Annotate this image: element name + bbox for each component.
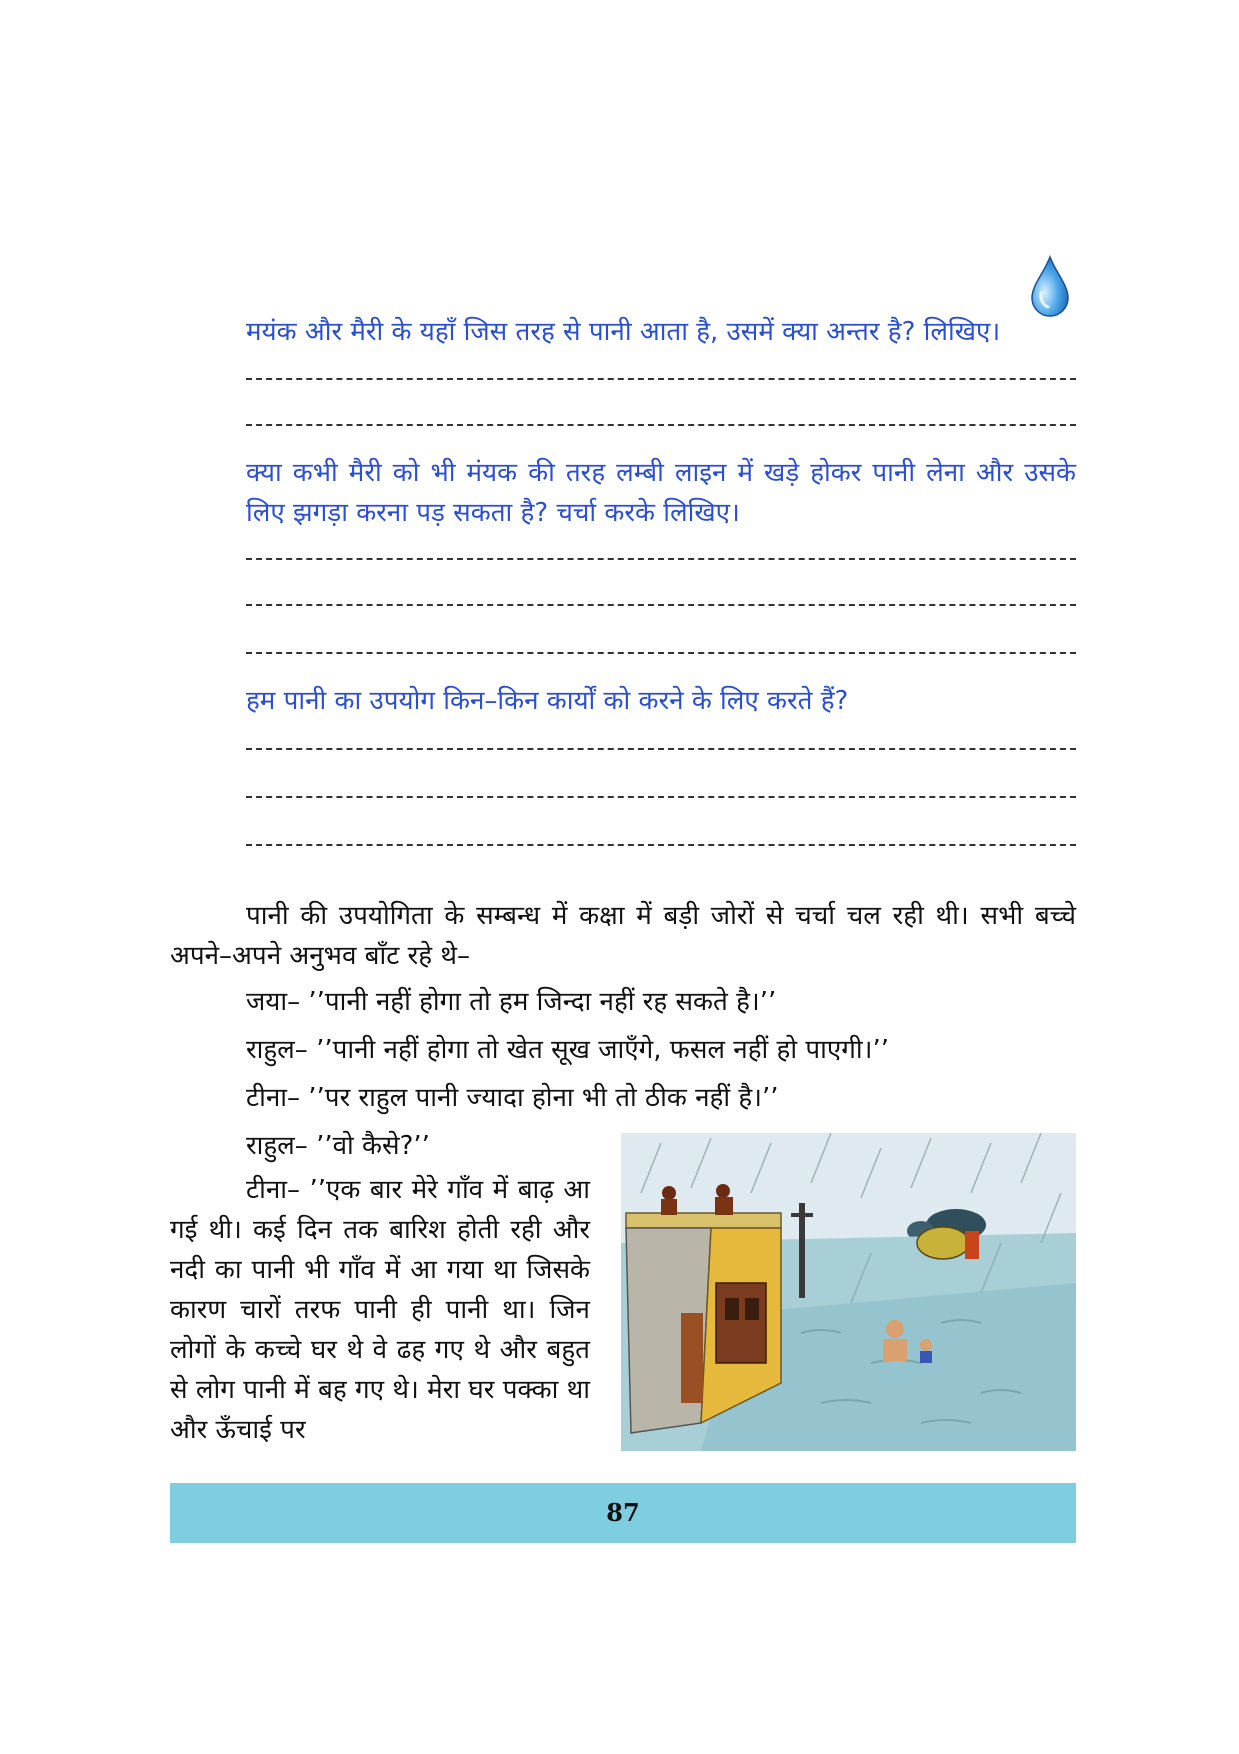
answer-line[interactable] — [246, 652, 1076, 654]
answer-line[interactable] — [246, 796, 1076, 798]
answer-line[interactable] — [246, 424, 1076, 426]
answer-line[interactable] — [246, 558, 1076, 560]
dialogue-line: राहुल– ’’वो कैसे?’’ — [246, 1131, 430, 1161]
answer-line[interactable] — [246, 844, 1076, 846]
question-1: मयंक और मैरी के यहाँ जिस तरह से पानी आता है, उसमें क्या अन्तर है? लिखिए। — [246, 317, 1001, 347]
dialogue-line: टीना– ’’पर राहुल पानी ज्यादा होना भी तो ठीक नहीं है।’’ — [246, 1083, 779, 1113]
question-2: क्या कभी मैरी को भी मंयक की तरह लम्बी लाइन में खड़े होकर पानी लेना और उसके लिए झगड़ा करना पड़ सकता है? चर्चा करके लिखिए। — [246, 458, 1076, 528]
intro-paragraph: पानी की उपयोगिता के सम्बन्ध में कक्षा में बड़ी जोरों से चर्चा चल रही थी। सभी बच्चे अपने–अपने अनुभव बाँट रहे थे– — [170, 901, 1076, 971]
dialogue-line: जया– ’’पानी नहीं होगा तो हम जिन्दा नहीं रह सकते है।’’ — [246, 987, 777, 1017]
page-number: 87 — [606, 1498, 640, 1527]
story-paragraph: टीना– ’’एक बार मेरे गाँव में बाढ़ आ गई थी। कई दिन तक बारिश होती रही और नदी का पानी भी गाँव में आ गया था जिसके कारण चारों तरफ पानी ही पानी था। जिन लोगों के कच्चे घर थे वे ढह गए थे और बहुत से लोग पानी में बह गए थे। मेरा घर पक्का था और ऊँचाई पर — [170, 1175, 590, 1445]
flood-illustration — [621, 1133, 1076, 1451]
water-drop-icon — [1030, 255, 1070, 317]
answer-line[interactable] — [246, 378, 1076, 380]
question-3: हम पानी का उपयोग किन–किन कार्यों को करने के लिए करते हैं? — [246, 686, 849, 716]
answer-line[interactable] — [246, 604, 1076, 606]
footer-band — [170, 1483, 1076, 1543]
dialogue-line: राहुल– ’’पानी नहीं होगा तो खेत सूख जाएँगे, फसल नहीं हो पाएगी।’’ — [246, 1035, 889, 1065]
answer-line[interactable] — [246, 748, 1076, 750]
